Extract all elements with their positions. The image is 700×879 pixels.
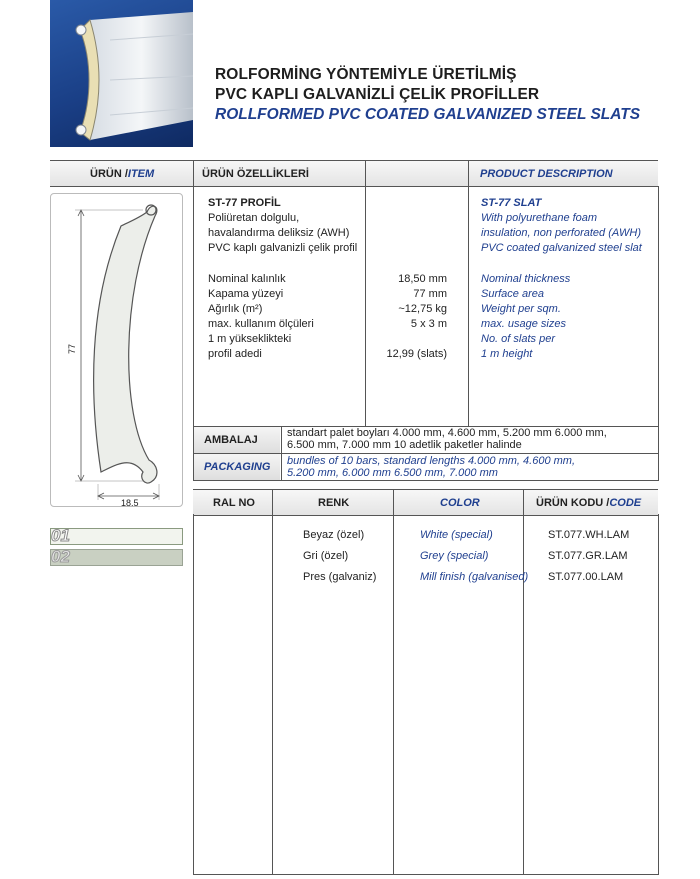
slat-photo-illustration: [50, 0, 193, 147]
description-tr: [208, 211, 357, 256]
colors-table-header: [193, 489, 658, 516]
description-en: [481, 211, 642, 256]
packaging-label-en: PACKAGING: [204, 461, 271, 473]
packaging-label-box-en: [194, 454, 280, 480]
spec-label-en: 1 m height: [481, 348, 533, 360]
color-cell: Grey (special): [420, 550, 489, 562]
divider: [193, 480, 659, 481]
packaging-label-box-tr: [194, 427, 280, 453]
renk-header: RENK: [318, 496, 350, 509]
divider: [393, 490, 394, 515]
spec-label-en: Nominal thickness: [481, 273, 571, 285]
product-name-tr: ST-77 PROFİL: [208, 197, 281, 209]
divider: [193, 161, 194, 186]
packaging-line: 6.500 mm, 7.000 mm 10 adetlik paketler halinde: [287, 439, 522, 451]
product-table-header: [50, 160, 658, 187]
divider: [468, 161, 469, 186]
spec-label: profil adedi: [208, 348, 262, 360]
color-cell: Mill finish (galvanised): [420, 571, 529, 583]
product-description-header: PRODUCT DESCRIPTION: [480, 167, 613, 180]
divider: [658, 186, 659, 426]
divider: [193, 186, 194, 426]
product-photo: [50, 0, 193, 147]
description-en-line: insulation, non perforated (AWH): [481, 227, 641, 239]
width-label: 18.5: [121, 498, 139, 508]
spec-label: Nominal kalınlık: [208, 273, 286, 285]
spec-value: 12,99 (slats): [386, 348, 447, 360]
packaging-label-tr: AMBALAJ: [204, 434, 258, 446]
swatch-number: 01: [51, 526, 70, 545]
spec-label-en: Weight per sqm.: [481, 303, 561, 315]
divider: [523, 490, 524, 515]
code-cell: ST.077.00.LAM: [548, 571, 624, 583]
code-header-tr: ÜRÜN KODU /: [536, 496, 610, 509]
spec-value: 18,50 mm: [398, 273, 447, 285]
features-header: ÜRÜN ÖZELLİKLERİ: [202, 167, 309, 180]
code-cell: ST.077.WH.LAM: [548, 529, 630, 541]
code-cell: ST.077.GR.LAM: [548, 550, 628, 562]
product-name-en: ST-77 SLAT: [481, 197, 542, 209]
title-line-2: PVC KAPLI GALVANİZLİ ÇELİK PROFİLLER: [215, 86, 540, 103]
spec-value: ~12,75 kg: [398, 303, 447, 315]
ral-header: RAL NO: [213, 496, 255, 509]
divider: [193, 874, 659, 875]
divider: [272, 514, 273, 874]
spec-label: Ağırlık (m²): [208, 303, 263, 315]
divider: [658, 514, 659, 874]
specs-en: [481, 272, 570, 362]
specs-values: [367, 272, 447, 362]
code-header: [536, 490, 641, 515]
renk-cell: Beyaz (özel): [303, 529, 365, 541]
renk-cell: Pres (galvaniz): [303, 571, 377, 583]
description-en-line: With polyurethane foam: [481, 212, 598, 224]
packaging-text-tr: [287, 427, 607, 451]
code-header-en: CODE: [609, 496, 642, 509]
description-tr-line: havalandırma deliksiz (AWH): [208, 227, 350, 239]
spec-value: [367, 332, 447, 347]
swatch-01: [50, 528, 183, 545]
item-header-tr: ÜRÜN /: [90, 167, 128, 180]
description-tr-line: Poliüretan dolgulu,: [208, 212, 300, 224]
spec-label-en: max. usage sizes: [481, 318, 566, 330]
divider: [365, 161, 366, 186]
spec-label-en: Surface area: [481, 288, 544, 300]
packaging-line: 5.200 mm, 6.000 mm 6.500 mm, 7.000 mm: [287, 467, 498, 479]
profile-drawing: [50, 193, 183, 507]
divider: [193, 426, 194, 481]
item-header-en: ITEM: [127, 167, 155, 180]
divider: [468, 186, 469, 426]
renk-cell: Gri (özel): [303, 550, 349, 562]
title-line-3: ROLLFORMED PVC COATED GALVANIZED STEEL SLATS: [215, 106, 641, 123]
packaging-line: bundles of 10 bars, standard lengths 4.000 mm, 4.600 mm,: [287, 455, 575, 467]
divider: [281, 426, 282, 481]
divider: [523, 514, 524, 874]
color-header: COLOR: [440, 496, 480, 509]
divider: [393, 514, 394, 874]
packaging-line: standart palet boyları 4.000 mm, 4.600 mm, 5.200 mm 6.000 mm,: [287, 427, 607, 439]
color-cell: White (special): [420, 529, 493, 541]
item-header: [90, 161, 154, 186]
divider: [193, 514, 194, 874]
spec-value: 5 x 3 m: [410, 318, 447, 330]
divider: [272, 490, 273, 515]
spec-label-en: No. of slats per: [481, 333, 555, 345]
height-label: 77: [67, 343, 78, 355]
divider: [365, 186, 366, 426]
divider: [658, 426, 659, 481]
packaging-text-en: [287, 455, 575, 479]
description-en-line: PVC coated galvanized steel slat: [481, 242, 642, 254]
swatch-02: [50, 549, 183, 566]
swatch-number: 02: [51, 547, 70, 566]
specs-tr: [208, 272, 314, 362]
description-tr-line: PVC kaplı galvanizli çelik profil: [208, 242, 358, 254]
spec-label: Kapama yüzeyi: [208, 288, 284, 300]
spec-label: max. kullanım ölçüleri: [208, 318, 314, 330]
spec-value: 77 mm: [413, 288, 447, 300]
title-line-1: ROLFORMİNG YÖNTEMİYLE ÜRETİLMİŞ: [215, 66, 517, 83]
spec-label: 1 m yükseklikteki: [208, 333, 292, 345]
